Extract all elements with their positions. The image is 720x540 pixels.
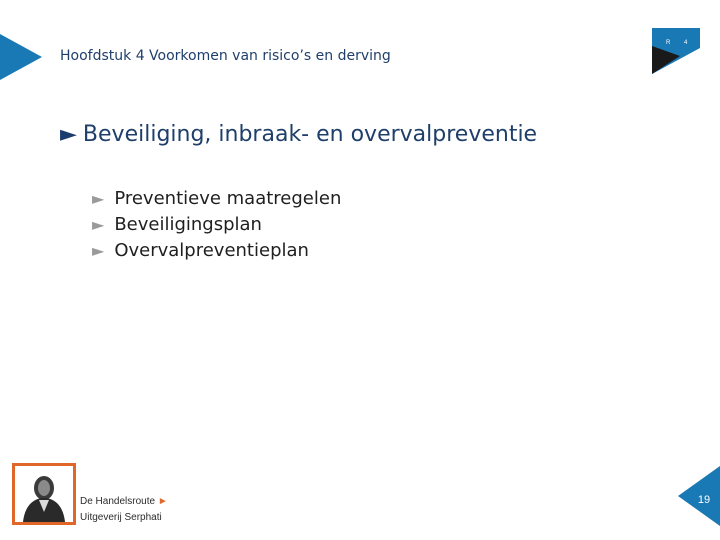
page-number: 19 <box>697 494 711 506</box>
chapter-title: Hoofdstuk 4 Voorkomen van risico’s en derving <box>60 48 391 64</box>
bullet-text: Beveiligingsplan <box>114 214 262 235</box>
list-item <box>92 212 341 238</box>
portrait-icon <box>15 466 73 522</box>
decorative-triangle-left <box>0 34 42 80</box>
publisher-line1: De Handelsroute <box>80 496 156 507</box>
publisher-line2: Uitgeverij Serphati <box>80 512 162 523</box>
corner-logo-letter-right: 4 <box>684 40 688 46</box>
publisher-portrait-logo <box>12 463 76 525</box>
corner-logo-letter-left: R <box>666 40 671 46</box>
corner-logo <box>648 28 700 74</box>
heading-arrow-icon: ► <box>60 122 77 147</box>
bullet-arrow-icon: ► <box>92 215 105 234</box>
bullet-arrow-icon: ► <box>92 189 105 208</box>
list-item <box>92 238 341 264</box>
list-item <box>92 186 341 212</box>
bullet-list <box>92 186 341 264</box>
publisher-arrow-icon: ► <box>157 496 168 507</box>
heading-text: Beveiliging, inbraak- en overvalpreventie <box>82 122 538 147</box>
bullet-text: Overvalpreventieplan <box>114 240 309 261</box>
bullet-text: Preventieve maatregelen <box>114 188 342 209</box>
slide-heading <box>60 122 537 147</box>
publisher-name <box>80 494 168 526</box>
bullet-arrow-icon: ► <box>92 241 105 260</box>
